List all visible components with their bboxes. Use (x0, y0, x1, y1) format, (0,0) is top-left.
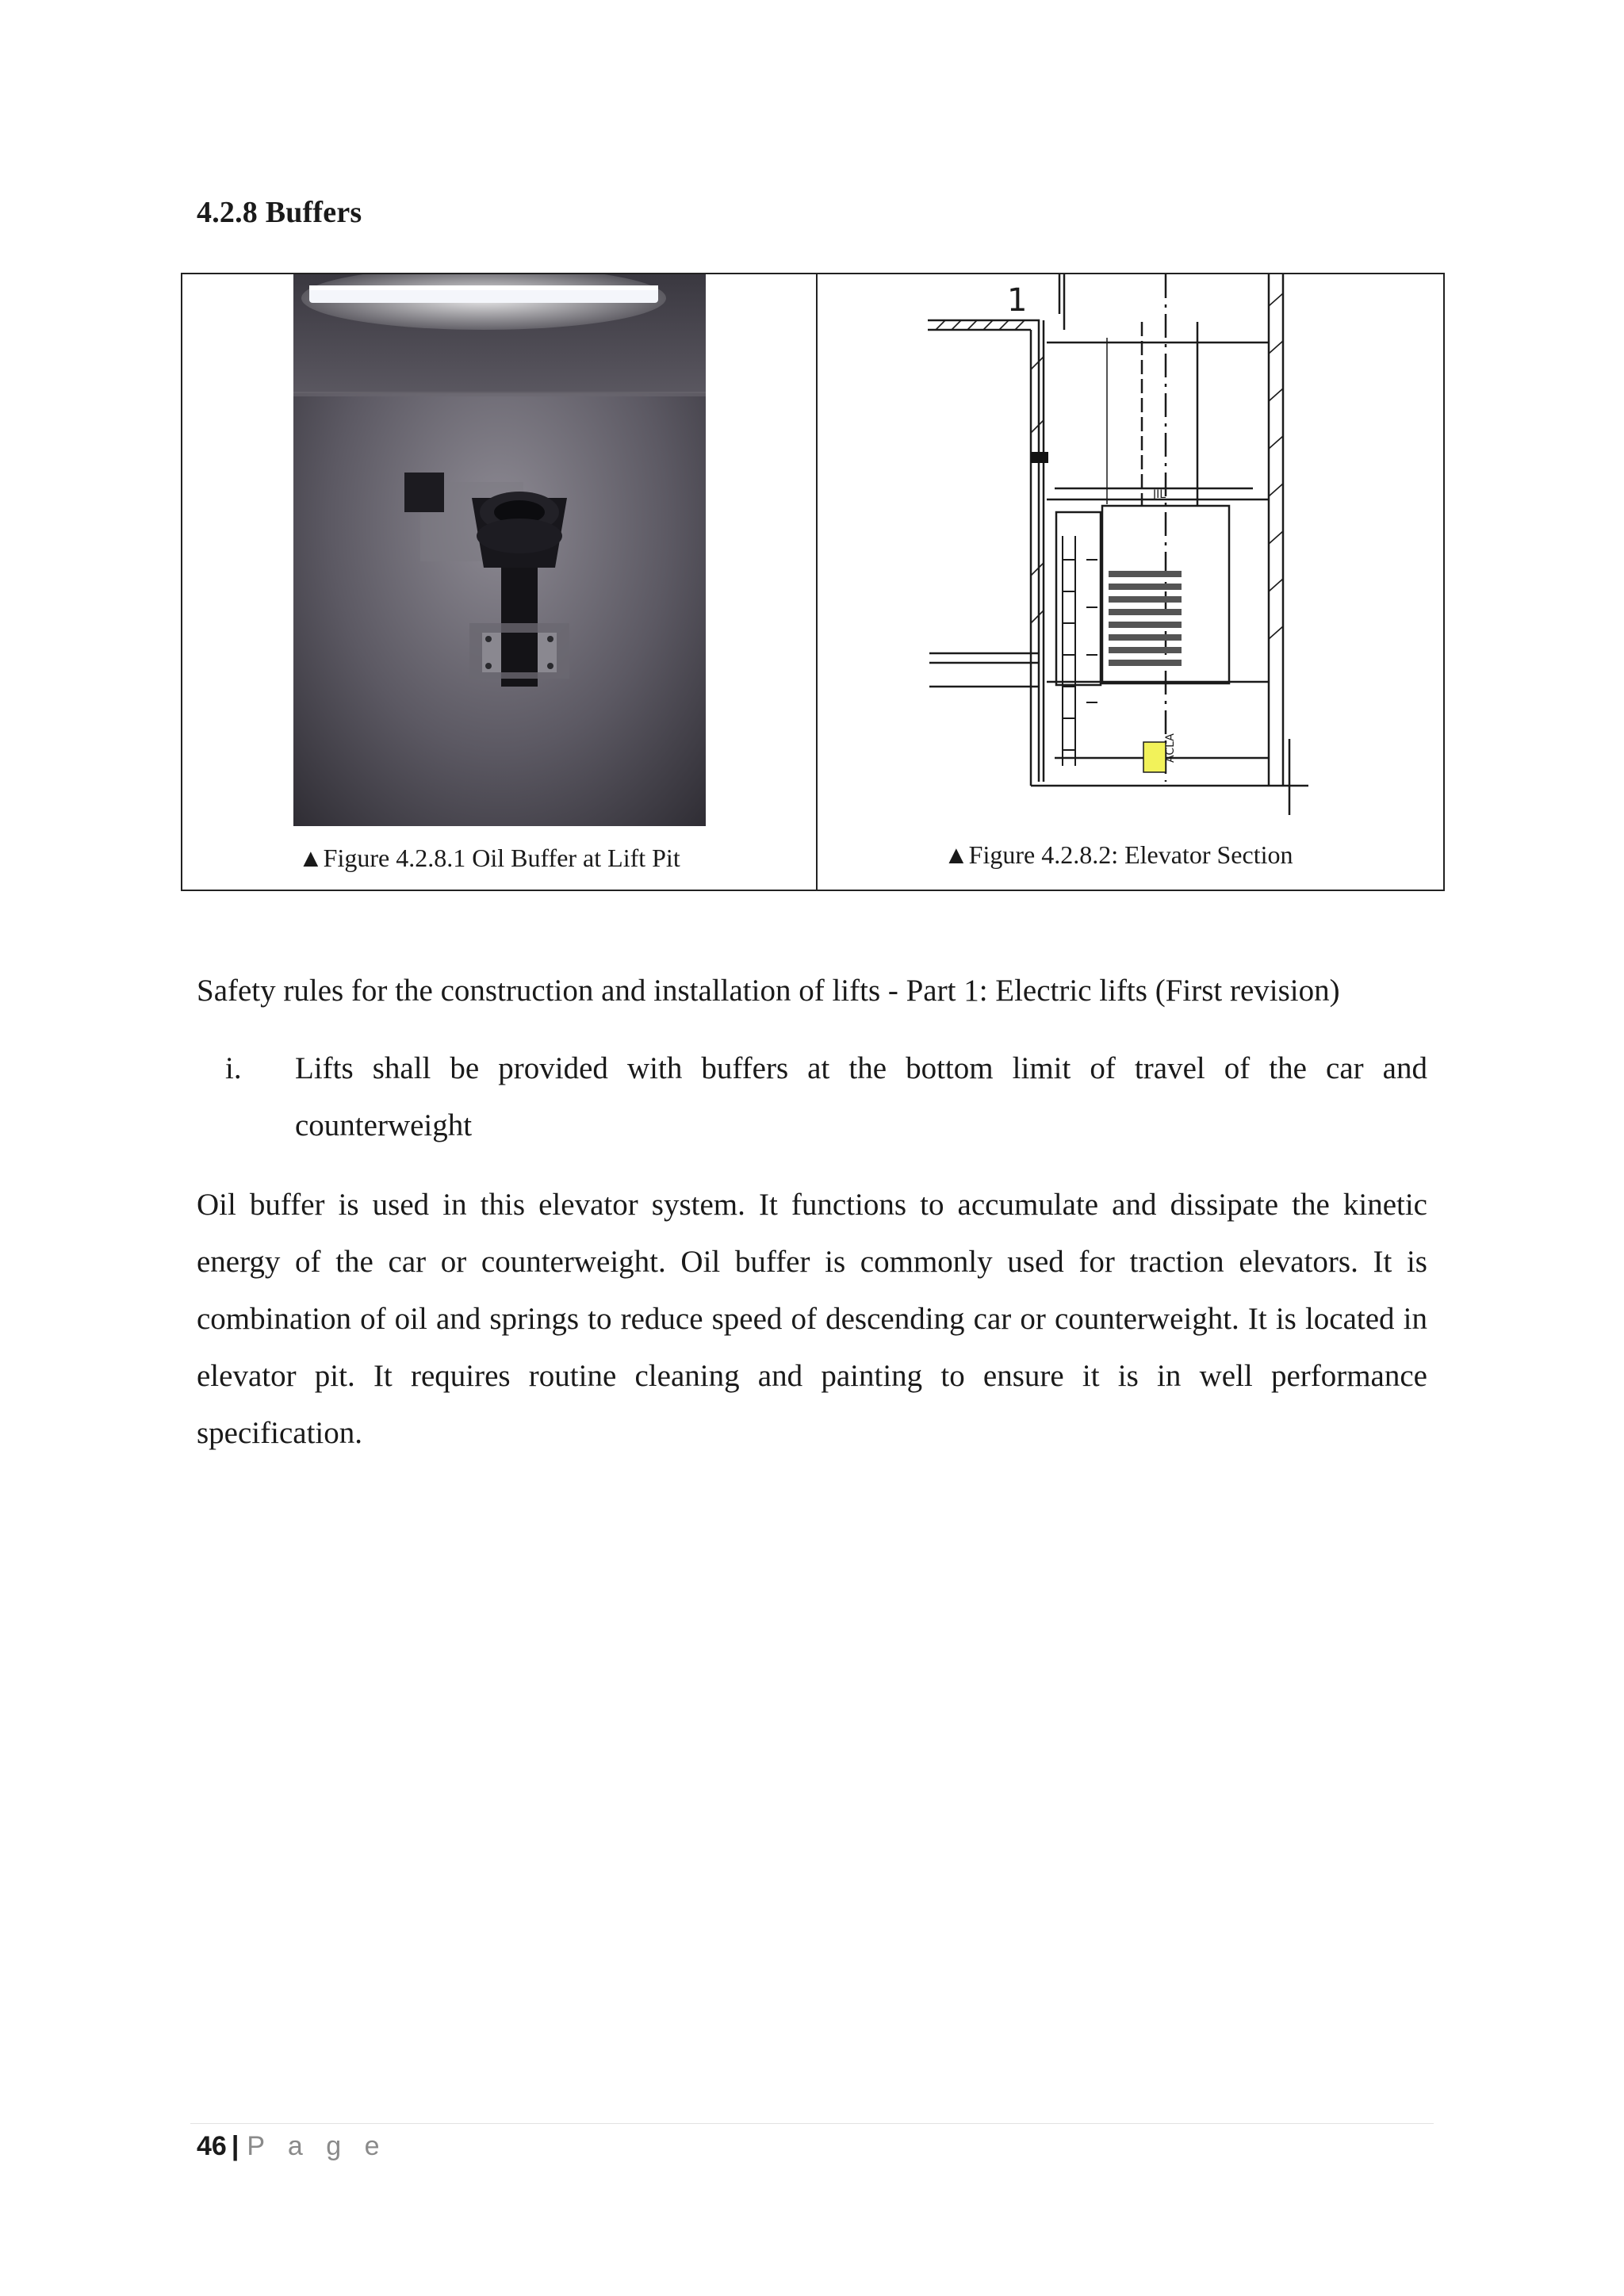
figure2-caption-text: Figure 4.2.8.2: Elevator Section (968, 840, 1293, 869)
elevator-section-drawing (928, 274, 1340, 829)
list-item-text: Lifts shall be provided with buffers at the bottom limit of travel of the car and counterweight (295, 1051, 1427, 1142)
footer-separator: | (231, 2131, 239, 2161)
page-number: 46 (197, 2131, 227, 2161)
list-item-number: i. (225, 1051, 242, 1085)
drawing-highlight-label: ACLA (1164, 733, 1177, 763)
caption-marker-icon: ▲ (944, 840, 969, 869)
table-divider (816, 274, 818, 890)
page-footer (197, 2131, 387, 2162)
oil-buffer-photo (293, 274, 706, 826)
caption-marker-icon: ▲ (298, 844, 324, 872)
figure2-caption (944, 840, 1293, 870)
page-label: P a g e (247, 2131, 388, 2161)
description-paragraph: Oil buffer is used in this elevator system. It functions to accumulate and dissipate the kinetic energy of the car or counterweight. Oil buffer is commonly used for traction elevators. It is combination of oil and springs to reduce speed of descending car or counterweight. It is located in elevator pit. It requires routine cleaning and painting to ensure it is in well performance specification. (197, 1188, 1427, 1450)
footer-rule (190, 2123, 1434, 2124)
figure1-caption (298, 844, 680, 873)
intro-paragraph: Safety rules for the construction and installation of lifts - Part 1: Electric lifts (First revision) (197, 974, 1340, 1008)
drawing-marker-label: JIL (1153, 488, 1166, 501)
section-heading: 4.2.8 Buffers (197, 196, 362, 229)
figure1-caption-text: Figure 4.2.8.1 Oil Buffer at Lift Pit (323, 844, 680, 872)
oil-buffer-photo-image (293, 274, 706, 826)
highlight-marker (1143, 742, 1166, 772)
figure-table (181, 273, 1445, 891)
drawing-top-number: 1 (1007, 282, 1028, 319)
